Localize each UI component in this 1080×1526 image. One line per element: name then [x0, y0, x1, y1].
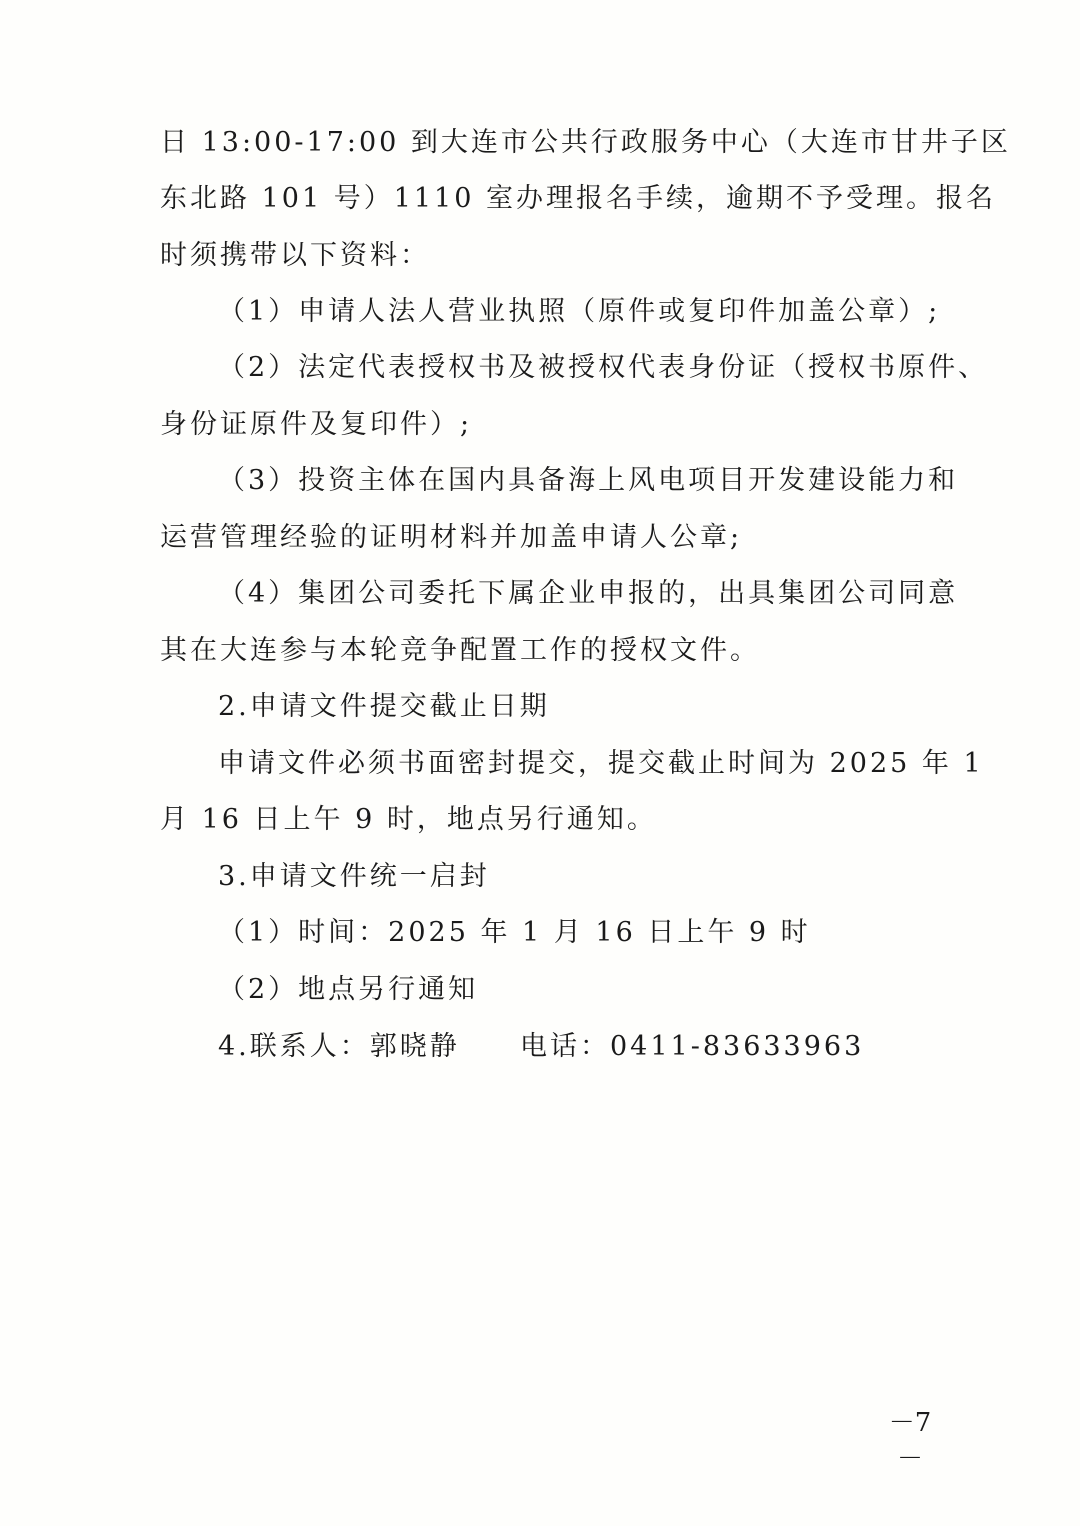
contact-person: 4.联系人：郭晓静	[218, 1031, 460, 1062]
list-item-time: （1）时间：2025 年 1 月 16 日上午 9 时	[218, 917, 811, 948]
contact-phone: 电话：0411-83633963	[520, 1031, 865, 1062]
paragraph-line: 申请文件必须书面密封提交，提交截止时间为 2025 年 1	[218, 748, 984, 779]
list-item-2-cont: 身份证原件及复印件）;	[160, 409, 473, 440]
paragraph-line: 时须携带以下资料：	[160, 240, 430, 271]
list-item-2: （2）法定代表授权书及被授权代表身份证（授权书原件、	[218, 352, 989, 383]
section-heading-2: 2.申请文件提交截止日期	[218, 691, 550, 722]
page-number: －7－	[888, 1408, 932, 1474]
list-item-4-cont: 其在大连参与本轮竞争配置工作的授权文件。	[160, 635, 760, 666]
list-item-3: （3）投资主体在国内具备海上风电项目开发建设能力和	[218, 465, 959, 496]
paragraph-line: 日 13:00-17:00 到大连市公共行政服务中心（大连市甘井子区	[160, 127, 1011, 158]
list-item-location: （2）地点另行通知	[218, 974, 479, 1005]
section-heading-3: 3.申请文件统一启封	[218, 861, 490, 892]
list-item-1: （1）申请人法人营业执照（原件或复印件加盖公章）;	[218, 296, 941, 327]
list-item-4: （4）集团公司委托下属企业申报的，出具集团公司同意	[218, 578, 959, 609]
paragraph-line: 东北路 101 号）1110 室办理报名手续，逾期不予受理。报名	[160, 183, 996, 214]
paragraph-line: 月 16 日上午 9 时，地点另行通知。	[160, 804, 657, 835]
list-item-3-cont: 运营管理经验的证明材料并加盖申请人公章;	[160, 522, 743, 553]
